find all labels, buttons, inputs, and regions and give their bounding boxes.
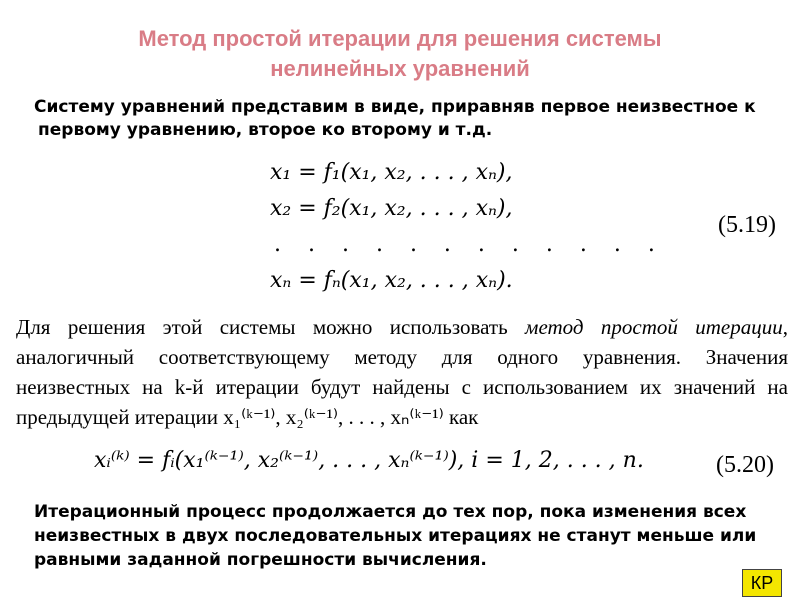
paragraph-part-1: Для решения этой системы можно использовать <box>16 315 526 339</box>
intro-text <box>34 96 784 142</box>
equation-system <box>270 160 665 304</box>
conclusion-text: Итерационный процесс продолжается до тех пор, пока изменения всех неизвестных в двух последовательных итерациях не станут меньше или равными заданной погрешности вычисления. <box>34 502 757 570</box>
equation-number-5-19: (5.19) <box>718 212 776 238</box>
system-row-2: x₂ = f₂(x₁, x₂, . . . , xₙ), <box>270 196 513 221</box>
slide-title <box>0 24 800 84</box>
equation-number-5-20: (5.20) <box>716 452 774 478</box>
body-paragraph <box>16 312 788 432</box>
kr-button[interactable]: КР <box>742 569 782 597</box>
system-row-dots: . . . . . . . . . . . . <box>274 232 665 257</box>
intro-line-1: Систему уравнений представим в виде, приравняв первое неизвестное к <box>34 97 756 117</box>
system-row-1: x₁ = f₁(x₁, x₂, . . . , xₙ), <box>270 160 513 185</box>
title-line-1: Метод простой итерации для решения системы <box>138 26 662 51</box>
iteration-formula: xᵢ⁽ᵏ⁾ = fᵢ(x₁⁽ᵏ⁻¹⁾, x₂⁽ᵏ⁻¹⁾, . . . , xₙ⁽ᵏ⁻¹⁾), i = 1, 2, . . . , n. <box>94 448 644 473</box>
intro-line-2: первому уравнению, второе ко второму и т.д. <box>38 120 493 140</box>
paragraph-emphasis: метод простой итерации <box>525 315 783 339</box>
system-row-n: xₙ = fₙ(x₁, x₂, . . . , xₙ). <box>270 268 513 293</box>
title-line-2: нелинейных уравнений <box>270 56 530 81</box>
paragraph-part-2: , аналогичный соответствующему методу для одного уравнения. Значения неизвестных на k-й итерации будут найдены с использованием их значений на предыдущей итерации x₁⁽ᵏ⁻¹⁾, x₂⁽ᵏ⁻¹⁾, . . . , xₙ⁽ᵏ⁻¹⁾ как <box>16 315 788 429</box>
